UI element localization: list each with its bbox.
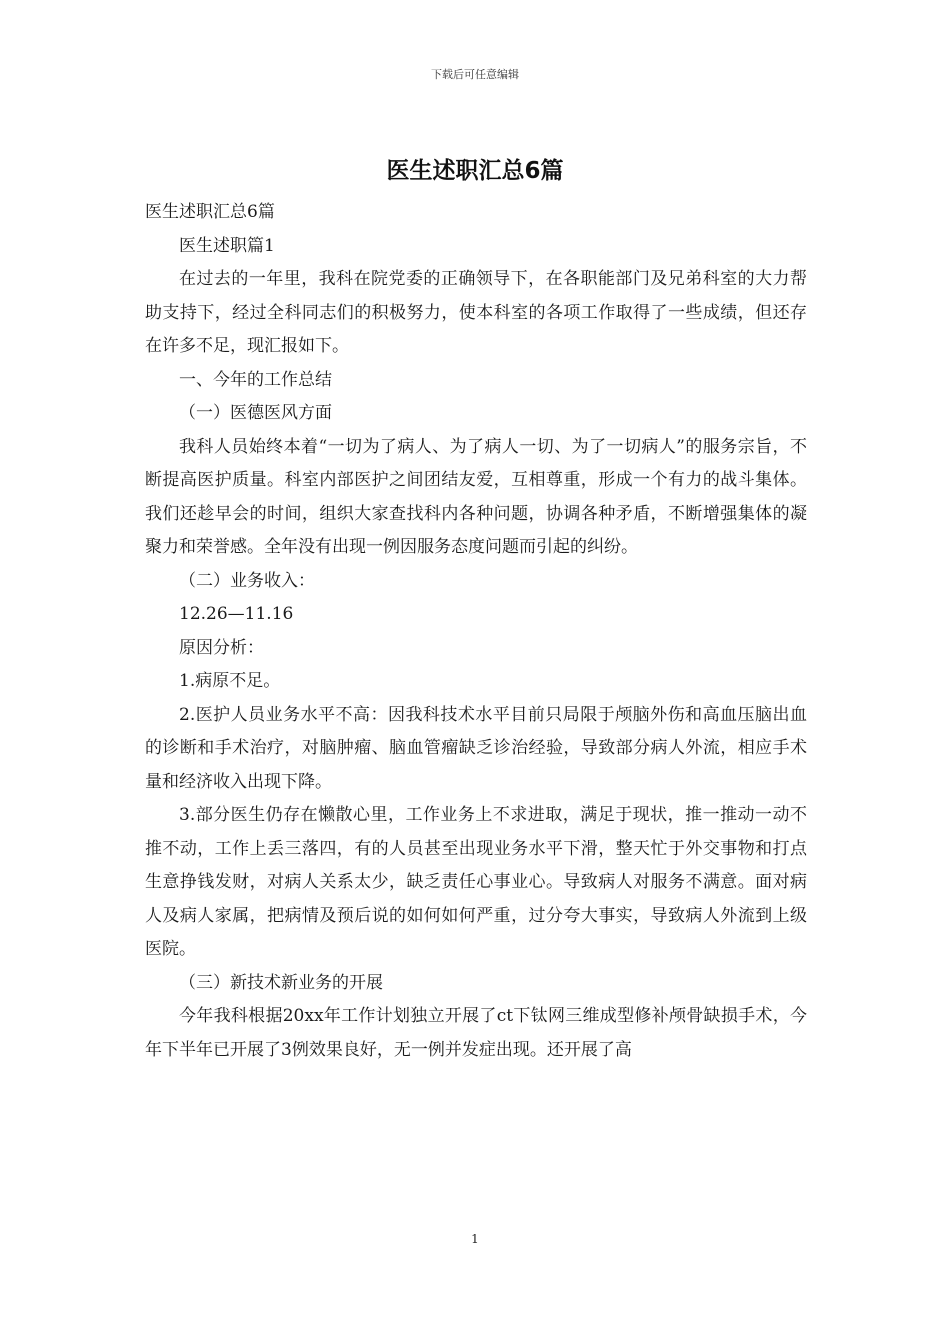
paragraph-section-heading: 医生述职篇1	[179, 235, 275, 256]
paragraph-heading-income: （二）业务收入：	[179, 570, 315, 591]
paragraph-heading-analysis: 原因分析：	[179, 637, 264, 658]
paragraph-reason-1: 1.病原不足。	[179, 671, 281, 691]
paragraph-date-range: 12.26—11.16	[179, 604, 294, 624]
paragraph-heading-new-tech: （三）新技术新业务的开展	[179, 972, 383, 993]
paragraph-intro: 在过去的一年里，我科在院党委的正确领导下，在各职能部门及兄弟科室的大力帮助支持下，经过全科同志们的积极努力，使本科室的各项工作取得了一些成绩，但还存在许多不足，现汇报如下。	[145, 269, 807, 356]
page-number: 1	[471, 1232, 479, 1246]
paragraph-heading-ethics: （一）医德医风方面	[179, 403, 332, 423]
document-title: 医生述职汇总6篇	[386, 158, 564, 184]
header-note: 下载后可任意编辑	[431, 68, 519, 81]
paragraph-reason-2: 2.医护人员业务水平不高：因我科技术水平目前只局限于颅脑外伤和高血压脑出血的诊断和手术治疗，对脑肿瘤、脑血管瘤缺乏诊治经验，导致部分病人外流，相应手术量和经济收入出现下降。	[145, 704, 807, 792]
paragraph-heading-summary: 一、今年的工作总结	[179, 369, 332, 390]
paragraph-reason-3: 3.部分医生仍存在懒散心里，工作业务上不求进取，满足于现状，推一推动一动不推不动，工作上丢三落四，有的人员甚至出现业务水平下滑，整天忙于外交事物和打点生意挣钱发财，对病人关系太少，缺乏责任心事业心。导致病人对服务不满意。面对病人及病人家属，把病情及预后说的如何如何严重，过分夸大事实，导致病人外流到上级医院。	[145, 805, 807, 959]
paragraph-ethics-body: 我科人员始终本着“一切为了病人、为了病人一切、为了一切病人”的服务宗旨，不断提高医护质量。科室内部医护之间团结友爱，互相尊重，形成一个有力的战斗集体。我们还趁早会的时间，组织大家查找科内各种问题，协调各种矛盾，不断增强集体的凝聚力和荣誉感。全年没有出现一例因服务态度问题而引起的纠纷。	[145, 436, 807, 557]
document-body	[145, 196, 807, 1067]
paragraph-doc-subtitle: 医生述职汇总6篇	[145, 202, 275, 222]
paragraph-new-tech-body: 今年我科根据20xx年工作计划独立开展了ct下钛网三维成型修补颅骨缺损手术，今年下半年已开展了3例效果良好，无一例并发症出现。还开展了高	[145, 1006, 807, 1060]
